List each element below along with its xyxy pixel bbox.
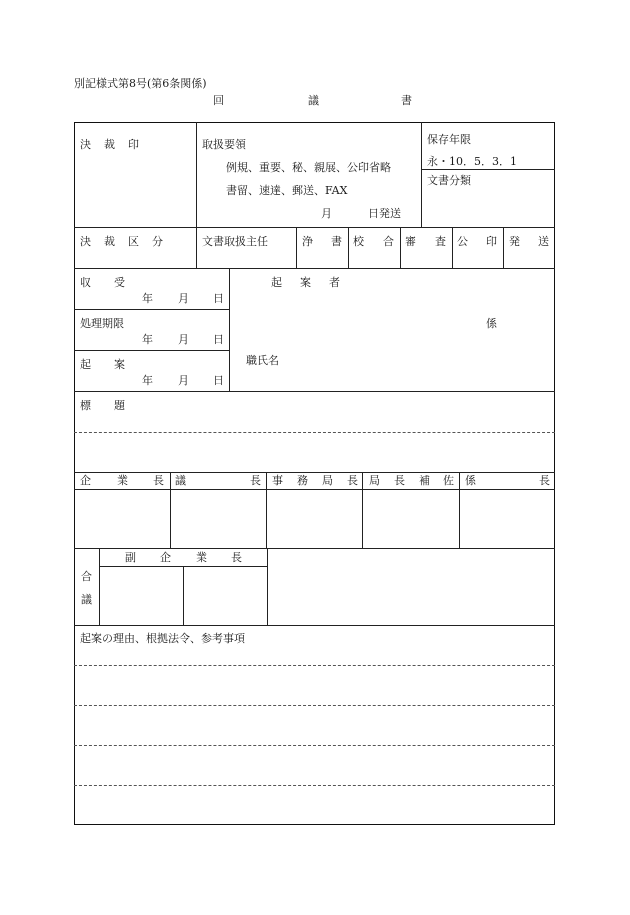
- jimukyokuchou-char-3: 局: [322, 474, 333, 487]
- fuku-kigyou-chou-char-3: 業: [196, 551, 207, 564]
- kian-day: 日: [213, 374, 224, 387]
- jimukyokuchou-char-2: 務: [297, 474, 308, 487]
- rule: [74, 268, 555, 269]
- send-day-label: 日発送: [368, 207, 401, 220]
- hassou-char-2: 送: [538, 235, 549, 248]
- shuju-year: 年: [142, 292, 153, 305]
- kessai-kubun-char-2: 裁: [104, 235, 115, 248]
- kyokuchou-hosa-char-3: 補: [419, 474, 430, 487]
- kyokuchou-hosa-char-4: 佐: [443, 474, 454, 487]
- rule: [170, 472, 171, 548]
- kessai-kubun-char-3: 区: [128, 235, 139, 248]
- rule: [196, 227, 197, 268]
- kessai-in-char-2: 裁: [104, 138, 115, 151]
- rule: [266, 472, 267, 548]
- shuju-day: 日: [213, 292, 224, 305]
- jimukyokuchou-char-1: 事: [272, 474, 283, 487]
- gichou-char-1: 議: [175, 474, 186, 487]
- shori-kigen-month: 月: [178, 333, 189, 346]
- dashed-rule: [74, 745, 555, 746]
- shokushimei-label: 職氏名: [246, 354, 279, 367]
- shinsa-char-1: 審: [405, 235, 416, 248]
- rule: [421, 169, 555, 170]
- dashed-rule: [74, 665, 555, 666]
- rule: [74, 391, 555, 392]
- dashed-rule: [74, 432, 555, 433]
- kessai-kubun-char-4: 分: [152, 235, 163, 248]
- shuju-char-1: 収: [80, 276, 91, 289]
- fuku-kigyou-chou-char-1: 副: [125, 551, 136, 564]
- dashed-rule: [74, 705, 555, 706]
- toriatsukai-line2: 書留、速達、郵送、FAX: [226, 184, 348, 197]
- toriatsukai-line1: 例規、重要、秘、親展、公印省略: [226, 161, 391, 174]
- jousho-char-2: 書: [331, 235, 342, 248]
- jousho-char-1: 浄: [302, 235, 313, 248]
- rule: [400, 227, 401, 268]
- rule: [99, 566, 267, 567]
- fuku-kigyou-chou-char-4: 長: [231, 551, 242, 564]
- shori-kigen-day: 日: [213, 333, 224, 346]
- hozon-nengen-title: 保存年限: [427, 133, 471, 146]
- aigi-char-2: 議: [81, 593, 92, 606]
- kakari-label: 係: [486, 317, 497, 330]
- kian-year: 年: [142, 374, 153, 387]
- rule: [196, 122, 197, 227]
- kian-char-1: 起: [80, 358, 91, 371]
- kouin-char-1: 公: [457, 235, 468, 248]
- kigyou-chou-char-2: 業: [117, 474, 128, 487]
- fuku-kigyou-chou-char-2: 企: [160, 551, 171, 564]
- bunsho-bunrui-label: 文書分類: [427, 174, 471, 187]
- rule: [229, 268, 230, 391]
- gichou-char-2: 長: [250, 474, 261, 487]
- kougou-char-2: 合: [383, 235, 394, 248]
- rule: [362, 472, 363, 548]
- rule: [74, 548, 555, 549]
- rule: [74, 472, 555, 473]
- rule: [74, 309, 229, 310]
- kigyou-chou-char-3: 長: [153, 474, 164, 487]
- shinsa-char-2: 査: [435, 235, 446, 248]
- kyokuchou-hosa-char-2: 長: [394, 474, 405, 487]
- shuju-month: 月: [178, 292, 189, 305]
- rule: [99, 548, 100, 625]
- rule: [459, 472, 460, 548]
- kouin-char-2: 印: [486, 235, 497, 248]
- kakarichou-char-2: 長: [539, 474, 550, 487]
- hyoudai-char-1: 標: [80, 399, 91, 412]
- kougou-char-1: 校: [353, 235, 364, 248]
- title-char-kai: 回: [213, 94, 224, 107]
- toriatsukai-title: 取扱要領: [202, 138, 246, 151]
- rule: [74, 625, 555, 626]
- riyuu-label: 起案の理由、根拠法令、参考事項: [80, 632, 245, 645]
- form-number-label: 別記様式第8号(第6条関係): [74, 77, 207, 90]
- shuju-char-2: 受: [114, 276, 125, 289]
- kian-month: 月: [178, 374, 189, 387]
- kessai-in-char-1: 決: [80, 138, 91, 151]
- rule: [452, 227, 453, 268]
- rule: [503, 227, 504, 268]
- aigi-char-1: 合: [81, 570, 92, 583]
- rule: [74, 227, 555, 228]
- kigyou-chou-char-1: 企: [80, 474, 91, 487]
- kiansha-char-1: 起: [271, 276, 282, 289]
- shori-kigen-label: 処理期限: [80, 317, 124, 330]
- kyokuchou-hosa-char-1: 局: [369, 474, 380, 487]
- title-char-gi: 議: [308, 94, 319, 107]
- bunsho-shunin-label: 文書取扱主任: [202, 235, 268, 248]
- kiansha-char-2: 案: [300, 276, 311, 289]
- kakarichou-char-1: 係: [465, 474, 476, 487]
- rule: [267, 548, 268, 625]
- kiansha-char-3: 者: [329, 276, 340, 289]
- kessai-in-char-3: 印: [128, 138, 139, 151]
- hassou-char-1: 発: [509, 235, 520, 248]
- shori-kigen-year: 年: [142, 333, 153, 346]
- rule: [296, 227, 297, 268]
- rule: [74, 350, 229, 351]
- title-char-sho: 書: [401, 94, 412, 107]
- rule: [348, 227, 349, 268]
- send-month-label: 月: [321, 207, 332, 220]
- rule: [74, 489, 555, 490]
- dashed-rule: [74, 785, 555, 786]
- kian-char-2: 案: [114, 358, 125, 371]
- rule: [421, 122, 422, 227]
- jimukyokuchou-char-4: 長: [347, 474, 358, 487]
- hyoudai-char-2: 題: [114, 399, 125, 412]
- hozon-nengen-value: 永・10．5．3．1: [427, 155, 517, 168]
- rule: [183, 566, 184, 625]
- kessai-kubun-char-1: 決: [80, 235, 91, 248]
